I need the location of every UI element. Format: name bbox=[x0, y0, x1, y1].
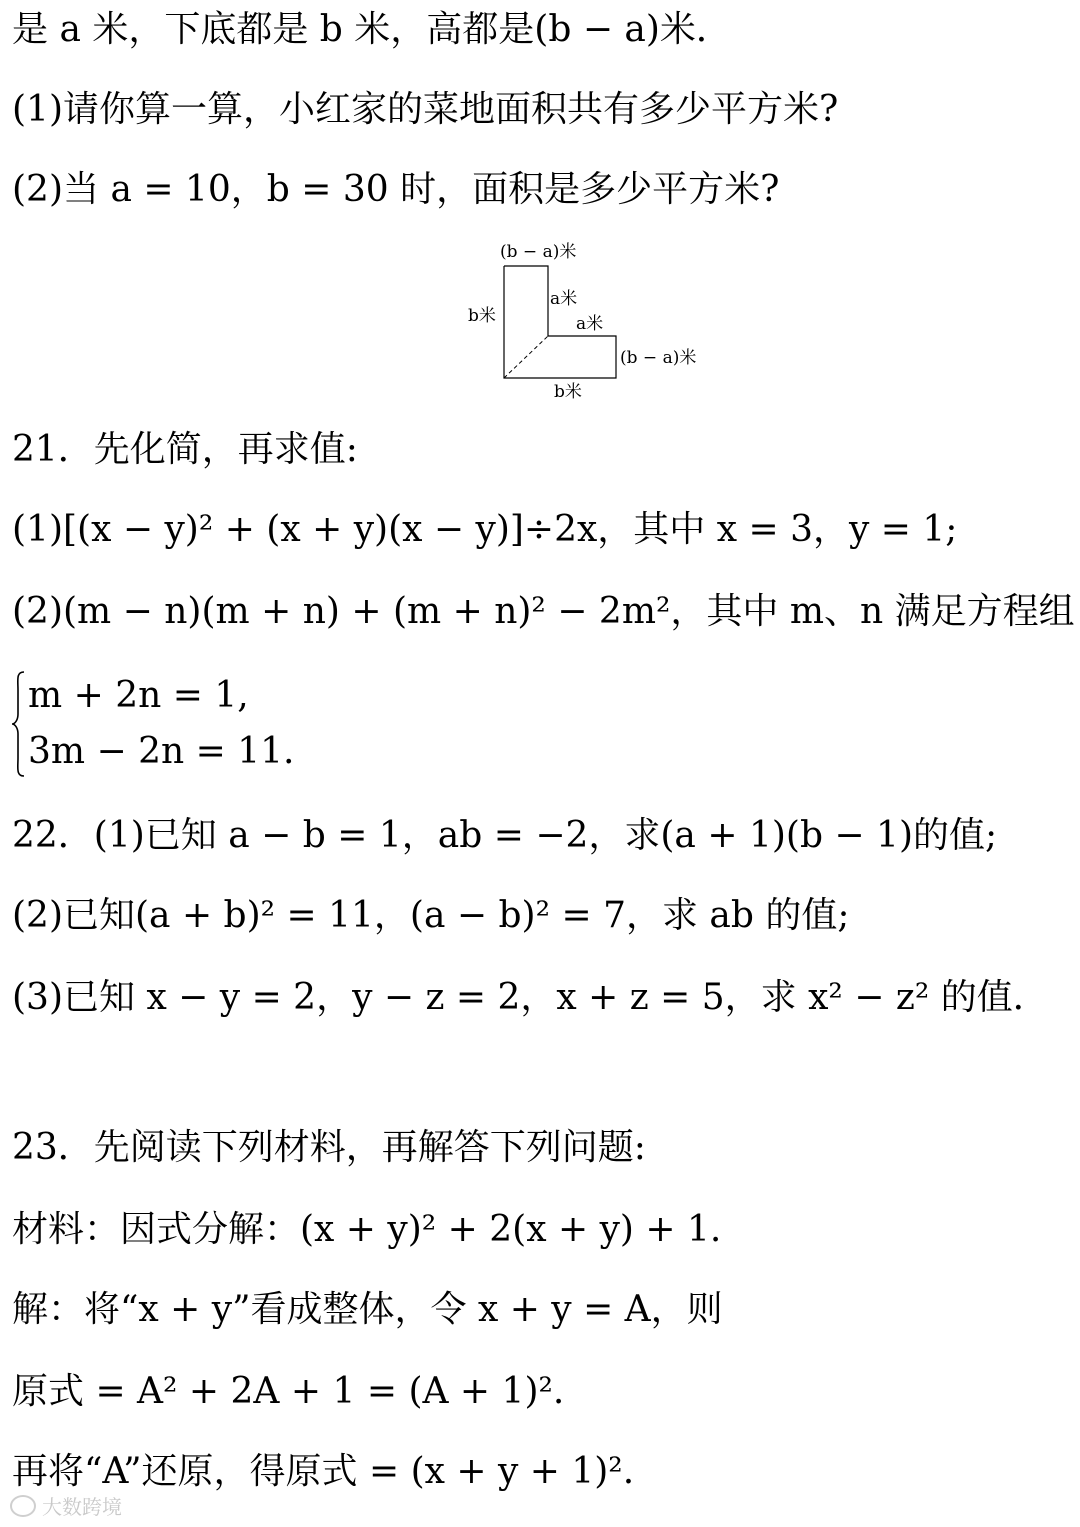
inner-vertical-label: a米 bbox=[550, 289, 578, 309]
solution-line-2-text: 原式 = A² + 2A + 1 = (A + 1)². bbox=[12, 1371, 565, 1412]
question-20-part-2-text: (2)当 a = 10，b = 30 时，面积是多少平方米? bbox=[12, 169, 780, 210]
bottom-label: b米 bbox=[554, 382, 582, 402]
question-21-part-2 bbox=[12, 590, 1075, 634]
line-1-text: 是 a 米，下底都是 b 米，高都是(b − a)米． bbox=[12, 9, 732, 50]
question-21-part-2-text: (2)(m − n)(m + n) + (m + n)² − 2m²，其中 m、n 满足方程组 bbox=[12, 591, 1075, 632]
inner-horizontal-label: a米 bbox=[576, 314, 604, 334]
watermark-text: 大数跨境 bbox=[42, 1495, 122, 1519]
question-23-heading bbox=[12, 1126, 646, 1170]
material-line bbox=[12, 1208, 721, 1252]
question-22-part-1 bbox=[12, 814, 997, 858]
l-shaped-field-figure bbox=[462, 236, 702, 408]
equation-2: 3m − 2n = 11. bbox=[28, 731, 295, 772]
question-22-part-2 bbox=[12, 894, 850, 938]
question-22-part-1-text: 22．(1)已知 a − b = 1，ab = −2，求(a + 1)(b − 1)的值; bbox=[12, 815, 998, 856]
question-20-part-1 bbox=[12, 88, 838, 132]
dashed-diagonal bbox=[504, 336, 548, 378]
material-text: 材料：因式分解：(x + y)² + 2(x + y) + 1. bbox=[12, 1209, 722, 1250]
brace-icon bbox=[10, 670, 26, 778]
solution-line-2 bbox=[12, 1370, 564, 1414]
solution-line-3 bbox=[12, 1450, 634, 1494]
top-label: (b − a)米 bbox=[500, 242, 577, 262]
watermark bbox=[10, 1491, 122, 1520]
solution-line-3-text: 再将“A”还原，得原式 = (x + y + 1)². bbox=[12, 1451, 635, 1492]
right-label: (b − a)米 bbox=[620, 348, 697, 368]
question-22-part-3-text: (3)已知 x − y = 2，y − z = 2，x + z = 5，求 x² − z² 的值． bbox=[12, 977, 1049, 1018]
equation-system bbox=[10, 664, 410, 784]
equation-1: m + 2n = 1, bbox=[28, 675, 249, 716]
left-label: b米 bbox=[468, 306, 496, 326]
text-line-1 bbox=[12, 8, 732, 52]
question-23-heading-text: 23．先阅读下列材料，再解答下列问题: bbox=[12, 1127, 646, 1168]
question-22-part-3 bbox=[12, 976, 1049, 1020]
solution-line-1 bbox=[12, 1288, 723, 1332]
question-21-part-1-text: (1)[(x − y)² + (x + y)(x − y)]÷2x，其中 x = 3，y = 1; bbox=[12, 509, 958, 550]
question-22-part-2-text: (2)已知(a + b)² = 11，(a − b)² = 7，求 ab 的值; bbox=[12, 895, 850, 936]
solution-line-1-text: 解：将“x + y”看成整体，令 x + y = A，则 bbox=[12, 1289, 723, 1330]
question-20-part-2 bbox=[12, 168, 779, 212]
watermark-logo-icon bbox=[10, 1495, 36, 1517]
question-21-heading-text: 21．先化简，再求值: bbox=[12, 429, 358, 470]
question-21-heading bbox=[12, 428, 358, 472]
question-20-part-1-text: (1)请你算一算，小红家的菜地面积共有多少平方米? bbox=[12, 89, 839, 130]
question-21-part-1 bbox=[12, 508, 957, 552]
